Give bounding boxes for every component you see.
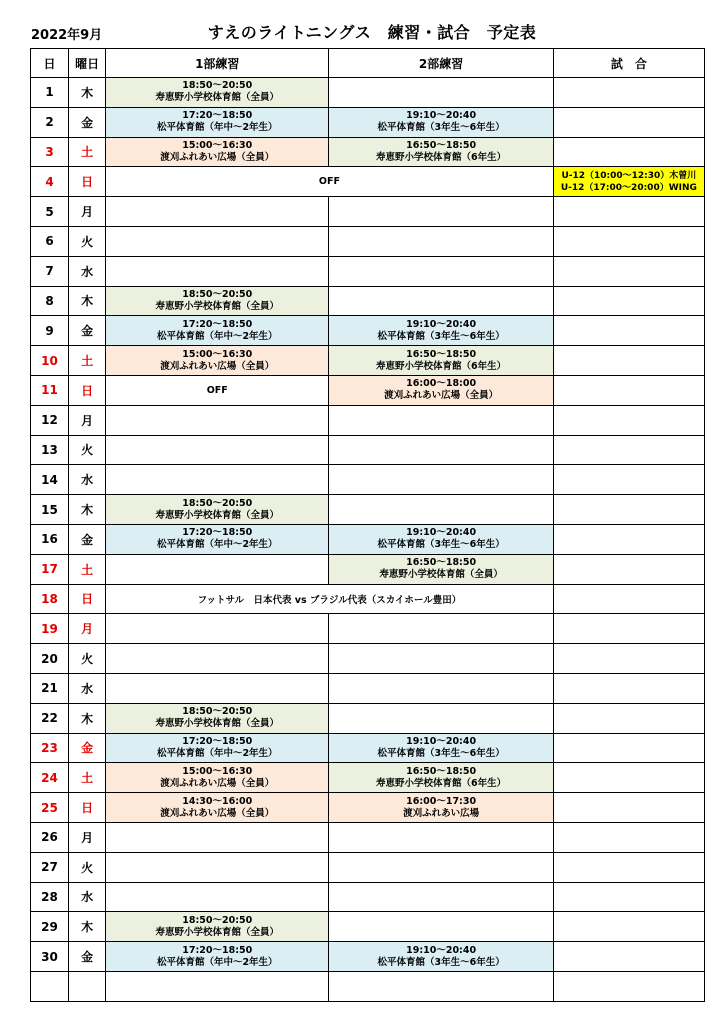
session-place: 渡刈ふれあい広場（全員）: [160, 360, 275, 372]
weekday-cell: 月: [69, 197, 106, 227]
day-cell: 9: [31, 316, 69, 346]
practice-1-session: [106, 706, 328, 730]
practice-2-cell: [329, 465, 553, 495]
col-header-weekday: 曜日: [69, 49, 106, 78]
session-place: 松平体育館（年中～2年生）: [156, 956, 278, 968]
table-row: [31, 971, 705, 1001]
practice-1-cell: [106, 495, 329, 525]
day-cell: 24: [31, 763, 69, 793]
session-place: 松平体育館（3年生～6年生）: [377, 539, 505, 551]
merged-note-cell: OFF: [106, 167, 554, 197]
day-cell: 16: [31, 524, 69, 554]
session-place: 寿恵野小学校体育館（全員）: [155, 92, 280, 104]
match-cell: [553, 763, 704, 793]
session-place: 寿恵野小学校体育館（全員）: [155, 718, 280, 730]
weekday-cell: 金: [69, 524, 106, 554]
table-row: [31, 793, 705, 823]
day-cell: 14: [31, 465, 69, 495]
practice-2-cell: [329, 673, 553, 703]
table-row: [31, 137, 705, 167]
practice-2-session: [329, 945, 552, 969]
match-cell: [553, 942, 704, 972]
match-cell: [553, 78, 704, 108]
weekday-cell: 金: [69, 733, 106, 763]
practice-2-cell: [329, 703, 553, 733]
session-time: 19:10～20:40: [406, 110, 477, 122]
weekday-cell: 土: [69, 346, 106, 376]
session-time: 19:10～20:40: [406, 527, 477, 539]
practice-1-session: [106, 766, 328, 790]
practice-2-cell: [329, 852, 553, 882]
session-place: 寿恵野小学校体育館（全員）: [155, 509, 280, 521]
weekday-cell: 日: [69, 167, 106, 197]
practice-2-cell: [329, 226, 553, 256]
table-row: [31, 405, 705, 435]
table-row: [31, 942, 705, 972]
session-place: 寿恵野小学校体育館（全員）: [379, 569, 503, 581]
practice-2-cell: [329, 554, 553, 584]
match-cell: [553, 703, 704, 733]
practice-2-cell: [329, 763, 553, 793]
practice-1-note-cell: OFF: [106, 375, 329, 405]
practice-2-cell: [329, 793, 553, 823]
practice-1-cell: [106, 465, 329, 495]
schedule-table: [30, 48, 705, 1002]
header-row: [31, 49, 705, 78]
weekday-cell: 木: [69, 703, 106, 733]
table-row: [31, 852, 705, 882]
table-row: [31, 286, 705, 316]
weekday-cell: 水: [69, 256, 106, 286]
table-row: [31, 167, 705, 197]
practice-1-cell: [106, 107, 329, 137]
table-row: [31, 78, 705, 108]
practice-2-session: [329, 557, 552, 581]
match-cell: [553, 286, 704, 316]
practice-1-cell: [106, 852, 329, 882]
table-row: [31, 733, 705, 763]
practice-2-cell: [329, 733, 553, 763]
day-cell: 20: [31, 644, 69, 674]
practice-1-session: [106, 527, 328, 551]
weekday-cell: 水: [69, 882, 106, 912]
session-time: 18:50～20:50: [182, 914, 253, 926]
day-cell: 7: [31, 256, 69, 286]
day-cell: 1: [31, 78, 69, 108]
practice-1-cell: [106, 673, 329, 703]
session-time: 17:20～18:50: [182, 944, 253, 956]
weekday-cell: 木: [69, 78, 106, 108]
session-time: 19:10～20:40: [406, 318, 477, 330]
session-time: 18:50～20:50: [182, 497, 253, 509]
practice-2-session: [329, 378, 552, 402]
practice-2-session: [329, 319, 552, 343]
practice-1-session: [106, 796, 328, 820]
practice-1-cell: [106, 316, 329, 346]
practice-2-session: [329, 766, 552, 790]
table-row: [31, 912, 705, 942]
weekday-cell: 土: [69, 763, 106, 793]
schedule-body: [31, 78, 705, 1002]
match-cell: [553, 614, 704, 644]
day-cell: 18: [31, 584, 69, 614]
day-cell: 8: [31, 286, 69, 316]
day-cell: 15: [31, 495, 69, 525]
session-time: 16:50～18:50: [406, 557, 477, 569]
match-entry: U-12（17:00～20:00）WING: [560, 182, 697, 193]
practice-1-cell: [106, 524, 329, 554]
practice-2-cell: [329, 882, 553, 912]
table-row: [31, 316, 705, 346]
table-row: [31, 673, 705, 703]
table-row: [31, 703, 705, 733]
practice-2-cell: [329, 405, 553, 435]
weekday-cell: 火: [69, 226, 106, 256]
practice-2-cell: [329, 942, 553, 972]
match-cell: [553, 137, 704, 167]
day-cell: 4: [31, 167, 69, 197]
day-cell: 2: [31, 107, 69, 137]
practice-1-cell: [106, 882, 329, 912]
table-row: [31, 882, 705, 912]
day-cell: 25: [31, 793, 69, 823]
session-place: 松平体育館（年中～2年生）: [156, 330, 278, 342]
practice-2-cell: [329, 197, 553, 227]
match-cell: [553, 912, 704, 942]
practice-2-cell: [329, 524, 553, 554]
weekday-cell: 金: [69, 942, 106, 972]
match-cell: [553, 375, 704, 405]
weekday-cell: 月: [69, 614, 106, 644]
practice-1-cell: [106, 137, 329, 167]
match-cell: [553, 256, 704, 286]
col-header-practice-2: 2部練習: [329, 49, 553, 78]
practice-1-cell: [106, 822, 329, 852]
practice-2-cell: [329, 912, 553, 942]
weekday-cell: 月: [69, 405, 106, 435]
table-row: [31, 554, 705, 584]
practice-2-session: [329, 110, 552, 134]
practice-1-cell: [106, 78, 329, 108]
table-row: [31, 763, 705, 793]
page-title: すえのライトニングス 練習・試合 予定表: [207, 23, 537, 42]
practice-2-cell: [329, 286, 553, 316]
practice-1-cell: [106, 256, 329, 286]
match-cell: [553, 793, 704, 823]
practice-1-cell: [106, 346, 329, 376]
match-cell: [553, 465, 704, 495]
practice-1-session: [106, 110, 328, 134]
session-time: 15:00～16:30: [182, 348, 253, 360]
practice-1-session: [106, 349, 328, 373]
practice-1-cell: [106, 703, 329, 733]
session-place: 松平体育館（年中～2年生）: [156, 747, 278, 759]
practice-2-cell: [329, 435, 553, 465]
session-time: 16:50～18:50: [406, 765, 477, 777]
col-header-day: 日: [31, 49, 69, 78]
table-row: [31, 822, 705, 852]
table-row: [31, 495, 705, 525]
practice-2-cell: [329, 971, 553, 1001]
day-cell: 30: [31, 942, 69, 972]
practice-2-cell: [329, 256, 553, 286]
day-cell: 6: [31, 226, 69, 256]
practice-2-session: [329, 527, 552, 551]
session-time: 19:10～20:40: [406, 944, 477, 956]
match-cell: [553, 584, 704, 614]
day-cell: 23: [31, 733, 69, 763]
match-cell: [553, 495, 704, 525]
session-time: 17:20～18:50: [182, 527, 253, 539]
session-place: 松平体育館（3年生～6年生）: [377, 747, 505, 759]
match-cell: [553, 644, 704, 674]
day-cell: 21: [31, 673, 69, 703]
weekday-cell: 金: [69, 107, 106, 137]
weekday-cell: 火: [69, 852, 106, 882]
table-row: [31, 584, 705, 614]
weekday-cell: 水: [69, 465, 106, 495]
table-row: [31, 614, 705, 644]
session-time: 15:00～16:30: [182, 139, 253, 151]
month-label: 2022年9月: [31, 28, 103, 43]
match-cell: [553, 882, 704, 912]
practice-1-cell: [106, 614, 329, 644]
practice-2-cell: [329, 495, 553, 525]
practice-1-cell: [106, 435, 329, 465]
practice-1-cell: [106, 971, 329, 1001]
session-time: 18:50～20:50: [182, 288, 253, 300]
session-place: 渡刈ふれあい広場（全員）: [384, 390, 499, 402]
weekday-cell: 日: [69, 793, 106, 823]
table-row: [31, 197, 705, 227]
practice-2-session: [329, 349, 552, 373]
session-time: 16:50～18:50: [406, 139, 477, 151]
session-time: 16:50～18:50: [406, 348, 477, 360]
practice-2-cell: [329, 346, 553, 376]
practice-1-cell: [106, 644, 329, 674]
match-cell: [553, 733, 704, 763]
day-cell: 10: [31, 346, 69, 376]
session-place: 松平体育館（3年生～6年生）: [377, 122, 505, 134]
weekday-cell: 水: [69, 673, 106, 703]
day-cell: 13: [31, 435, 69, 465]
session-time: 17:20～18:50: [182, 735, 253, 747]
practice-2-session: [329, 796, 552, 820]
practice-1-session: [106, 289, 328, 313]
weekday-cell: [69, 971, 106, 1001]
match-cell: [553, 524, 704, 554]
table-row: [31, 375, 705, 405]
match-cell: [553, 316, 704, 346]
session-time: 16:00～17:30: [406, 795, 477, 807]
day-cell: 28: [31, 882, 69, 912]
practice-1-session: [106, 498, 328, 522]
session-place: 渡刈ふれあい広場: [403, 807, 480, 819]
weekday-cell: 火: [69, 435, 106, 465]
practice-1-cell: [106, 226, 329, 256]
page-header: [0, 0, 724, 50]
practice-2-cell: [329, 137, 553, 167]
match-cell: [553, 107, 704, 137]
practice-2-cell: [329, 644, 553, 674]
table-row: [31, 107, 705, 137]
day-cell: 17: [31, 554, 69, 584]
session-time: 17:20～18:50: [182, 110, 253, 122]
practice-2-session: [329, 140, 552, 164]
session-time: 19:10～20:40: [406, 735, 477, 747]
table-row: [31, 256, 705, 286]
table-row: [31, 644, 705, 674]
session-place: 渡刈ふれあい広場（全員）: [160, 807, 275, 819]
session-place: 松平体育館（年中～2年生）: [156, 539, 278, 551]
table-row: [31, 346, 705, 376]
weekday-cell: 土: [69, 137, 106, 167]
practice-2-cell: [329, 316, 553, 346]
weekday-cell: 火: [69, 644, 106, 674]
session-time: 14:30～16:00: [182, 795, 253, 807]
match-cell: [553, 435, 704, 465]
practice-1-session: [106, 945, 328, 969]
practice-2-cell: [329, 78, 553, 108]
practice-1-session: [106, 80, 328, 104]
session-place: 松平体育館（3年生～6年生）: [377, 330, 505, 342]
match-cell: [553, 852, 704, 882]
session-place: 松平体育館（3年生～6年生）: [377, 956, 505, 968]
day-cell: 3: [31, 137, 69, 167]
table-row: [31, 524, 705, 554]
match-cell: [553, 405, 704, 435]
merged-note-cell: フットサル 日本代表 vs ブラジル代表（スカイホール豊田）: [106, 584, 554, 614]
match-cell: [553, 226, 704, 256]
table-row: [31, 226, 705, 256]
practice-1-cell: [106, 942, 329, 972]
weekday-cell: 土: [69, 554, 106, 584]
practice-1-cell: [106, 286, 329, 316]
weekday-cell: 木: [69, 495, 106, 525]
practice-1-cell: [106, 405, 329, 435]
practice-1-session: [106, 319, 328, 343]
match-cell: [553, 554, 704, 584]
session-place: 寿恵野小学校体育館（全員）: [155, 926, 280, 938]
session-time: 18:50～20:50: [182, 80, 253, 92]
day-cell: 27: [31, 852, 69, 882]
table-row: [31, 465, 705, 495]
session-time: 18:50～20:50: [182, 706, 253, 718]
day-cell: 19: [31, 614, 69, 644]
match-entry: U-12（10:00～12:30）木曽川: [561, 170, 697, 181]
practice-1-cell: [106, 763, 329, 793]
match-cell: [553, 673, 704, 703]
day-cell: 12: [31, 405, 69, 435]
day-cell: 11: [31, 375, 69, 405]
practice-1-cell: [106, 554, 329, 584]
col-header-match: 試 合: [553, 49, 704, 78]
match-cell: [553, 346, 704, 376]
practice-1-cell: [106, 793, 329, 823]
session-time: 16:00～18:00: [406, 378, 477, 390]
session-place: 松平体育館（年中～2年生）: [156, 122, 278, 134]
session-place: 渡刈ふれあい広場（全員）: [160, 777, 275, 789]
session-place: 寿恵野小学校体育館（全員）: [155, 300, 280, 312]
practice-1-session: [106, 915, 328, 939]
day-cell: [31, 971, 69, 1001]
session-place: 寿恵野小学校体育館（6年生）: [376, 151, 507, 163]
day-cell: 26: [31, 822, 69, 852]
practice-2-cell: [329, 822, 553, 852]
weekday-cell: 月: [69, 822, 106, 852]
practice-1-session: [106, 736, 328, 760]
practice-1-cell: [106, 733, 329, 763]
practice-1-cell: [106, 912, 329, 942]
weekday-cell: 金: [69, 316, 106, 346]
practice-1-session: [106, 140, 328, 164]
practice-2-cell: [329, 107, 553, 137]
practice-1-cell: [106, 197, 329, 227]
match-cell: [553, 197, 704, 227]
session-place: 寿恵野小学校体育館（6年生）: [376, 360, 507, 372]
match-cell: [553, 971, 704, 1001]
weekday-cell: 木: [69, 286, 106, 316]
practice-2-cell: [329, 375, 553, 405]
match-cell: [553, 167, 704, 197]
weekday-cell: 木: [69, 912, 106, 942]
practice-2-cell: [329, 614, 553, 644]
session-place: 寿恵野小学校体育館（6年生）: [376, 777, 507, 789]
weekday-cell: 日: [69, 375, 106, 405]
day-cell: 29: [31, 912, 69, 942]
weekday-cell: 日: [69, 584, 106, 614]
session-time: 17:20～18:50: [182, 318, 253, 330]
session-time: 15:00～16:30: [182, 765, 253, 777]
match-cell: [553, 822, 704, 852]
day-cell: 22: [31, 703, 69, 733]
col-header-practice-1: 1部練習: [106, 49, 329, 78]
table-row: [31, 435, 705, 465]
session-place: 渡刈ふれあい広場（全員）: [160, 151, 275, 163]
practice-2-session: [329, 736, 552, 760]
match-entries: [554, 170, 704, 194]
day-cell: 5: [31, 197, 69, 227]
